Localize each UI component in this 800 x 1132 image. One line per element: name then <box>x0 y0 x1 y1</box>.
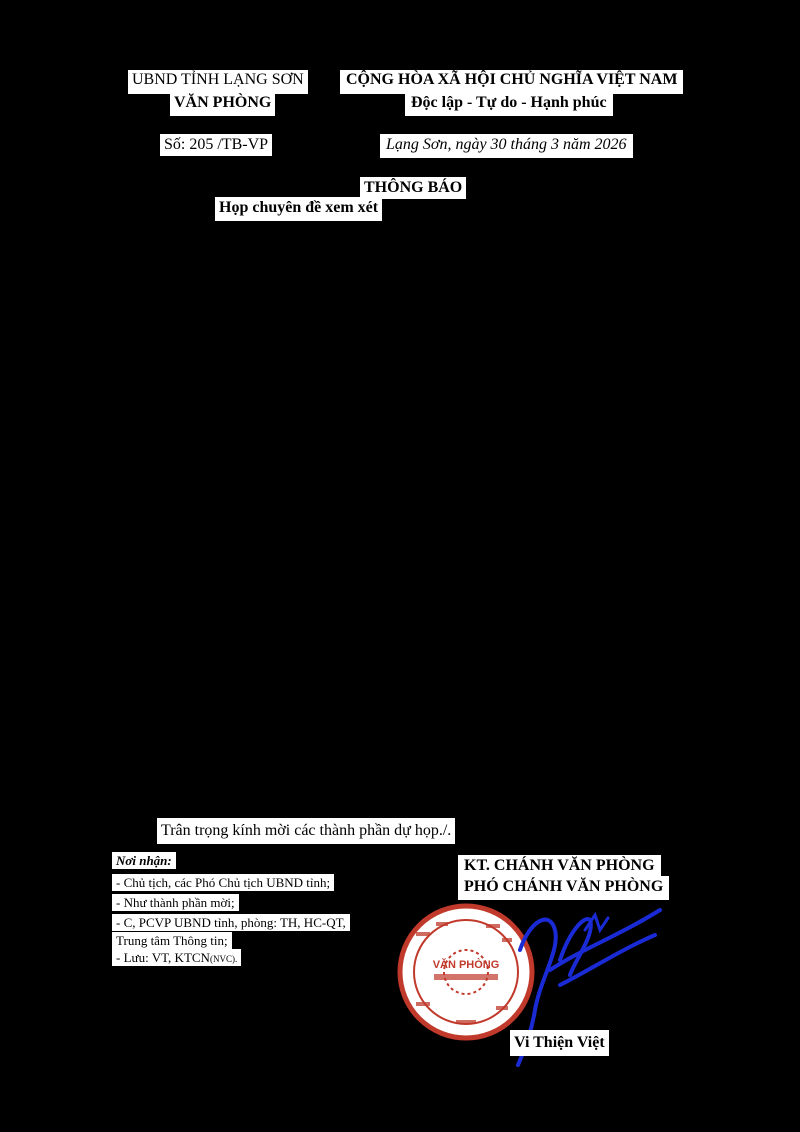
issuing-org: UBND TỈNH LẠNG SƠN <box>128 70 308 94</box>
signature-subtitle: PHÓ CHÁNH VĂN PHÒNG <box>458 876 669 900</box>
document-number: Số: 205 /TB-VP <box>160 134 272 156</box>
recipients-heading: Nơi nhận: <box>112 852 176 869</box>
issuing-office: VĂN PHÒNG <box>170 92 275 116</box>
recipient-item: - Chủ tịch, các Phó Chủ tịch UBND tỉnh; <box>112 874 334 891</box>
national-motto: Độc lập - Tự do - Hạnh phúc <box>405 92 613 116</box>
place-date: Lạng Sơn, ngày 30 tháng 3 năm 2026 <box>380 134 633 158</box>
recipient-item: - Như thành phần mời; <box>112 894 239 911</box>
recipient-item: - C, PCVP UBND tỉnh, phòng: TH, HC-QT, <box>112 914 350 931</box>
signature-title: KT. CHÁNH VĂN PHÒNG <box>458 855 661 879</box>
signer-name: Vi Thiện Việt <box>510 1030 609 1056</box>
national-title: CỘNG HÒA XÃ HỘI CHỦ NGHĨA VIỆT NAM <box>340 70 683 94</box>
closing-line: Trân trọng kính mời các thành phần dự họp./. <box>157 818 455 844</box>
recipient-item-last <box>112 949 241 966</box>
document-title: THÔNG BÁO <box>360 177 466 199</box>
recipient-item-suffix: (NVC). <box>209 954 238 964</box>
document-subject: Họp chuyên đề xem xét <box>215 197 382 221</box>
recipient-item: Trung tâm Thông tin; <box>112 932 232 949</box>
seal-text: VĂN PHÒNG <box>432 959 500 971</box>
recipients-block <box>112 852 402 972</box>
recipient-item-text: - Lưu: VT, KTCN <box>116 950 210 965</box>
